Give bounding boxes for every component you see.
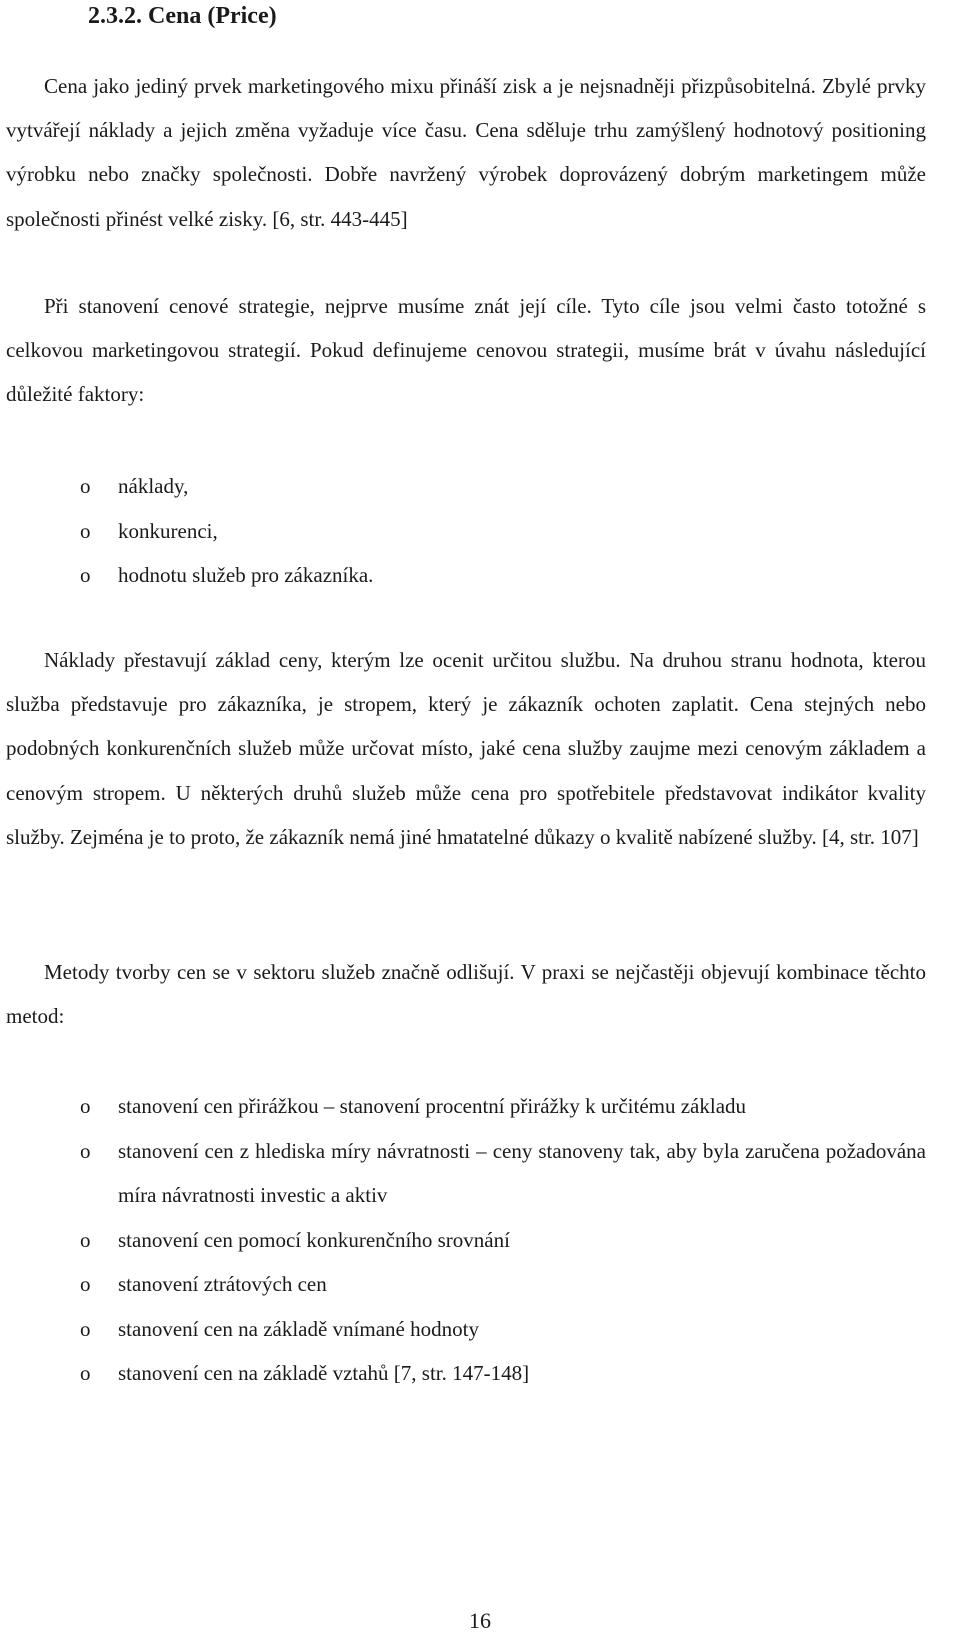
- bullet-marker: o: [80, 1272, 91, 1296]
- list-item-text: náklady,: [118, 474, 189, 498]
- list-item-text: stanovení cen na základě vnímané hodnoty: [118, 1316, 479, 1341]
- list-item: [0, 464, 926, 509]
- list-item: [0, 553, 926, 598]
- paragraph-costs-value: Náklady přestavují základ ceny, kterým lze ocenit určitou službu. Na druhou stranu hodnota, kterou služba představuje pro zákazníka, je stropem, který je zákazník ochoten zaplatit. Cena stejných nebo podobných konkurenčních služeb může určovat místo, jaké cena služby zaujme mezi cenovým základem a cenovým stropem. U některých druhů služeb může cena pro spotřebitele představovat indikátor kvality služby. Zejména je to proto, že zákazník nemá jiné hmatatelné důkazy o kvalitě nabízené služby. [4, str. 107]: [6, 648, 926, 849]
- bullet-marker: o: [80, 1361, 91, 1385]
- list-item-text: stanovení cen z hlediska míry návratnosti – ceny stanoveny tak, aby byla zaručena požadována míra návratnosti investic a aktiv: [118, 1138, 926, 1207]
- list-item-text: stanovení ztrátových cen: [118, 1272, 327, 1296]
- bullet-marker: o: [80, 518, 91, 543]
- list-item-text: konkurenci,: [118, 518, 218, 543]
- bullet-marker: o: [80, 1316, 91, 1341]
- list-item: [0, 1084, 926, 1129]
- bullet-marker: o: [80, 1094, 91, 1118]
- paragraph-pricing-methods: Metody tvorby cen se v sektoru služeb značně odlišují. V praxi se nejčastěji objevují kombinace těchto metod:: [6, 960, 926, 1029]
- list-item: [0, 1351, 926, 1396]
- list-item-text: hodnotu služeb pro zákazníka.: [118, 563, 374, 587]
- bullet-marker: o: [80, 563, 91, 587]
- list-item: [0, 1218, 926, 1263]
- bullet-marker: o: [80, 474, 91, 498]
- list-item-text: stanovení cen na základě vztahů [7, str. 147-148]: [118, 1361, 530, 1385]
- bullet-marker: o: [80, 1138, 91, 1163]
- page-number: 16: [469, 1608, 491, 1633]
- list-item: [0, 1307, 926, 1352]
- list-item-text: stanovení cen pomocí konkurenčního srovnání: [118, 1227, 510, 1252]
- factors-list: [0, 464, 926, 598]
- methods-list: [0, 1084, 926, 1396]
- paragraph-price-intro: Cena jako jediný prvek marketingového mixu přináší zisk a je nejsnadněji přizpůsobitelná. Zbylé prvky vytvářejí náklady a jejich změna vyžaduje více času. Cena sděluje trhu zamýšlený hodnotový positioning výrobku nebo značky společnosti. Dobře navržený výrobek doprovázený dobrým marketingem může společnosti přinést velké zisky. [6, str. 443-445]: [6, 74, 926, 231]
- section-heading: 2.3.2. Cena (Price): [88, 3, 277, 29]
- list-item: [0, 1129, 926, 1218]
- list-item-text: stanovení cen přirážkou – stanovení procentní přirážky k určitému základu: [118, 1094, 747, 1118]
- bullet-marker: o: [80, 1227, 91, 1252]
- paragraph-pricing-strategy: Při stanovení cenové strategie, nejprve musíme znát její cíle. Tyto cíle jsou velmi často totožné s celkovou marketingovou strategií. Pokud definujeme cenovou strategii, musíme brát v úvahu následující důležité faktory:: [6, 294, 926, 407]
- list-item: [0, 1262, 926, 1307]
- list-item: [0, 509, 926, 554]
